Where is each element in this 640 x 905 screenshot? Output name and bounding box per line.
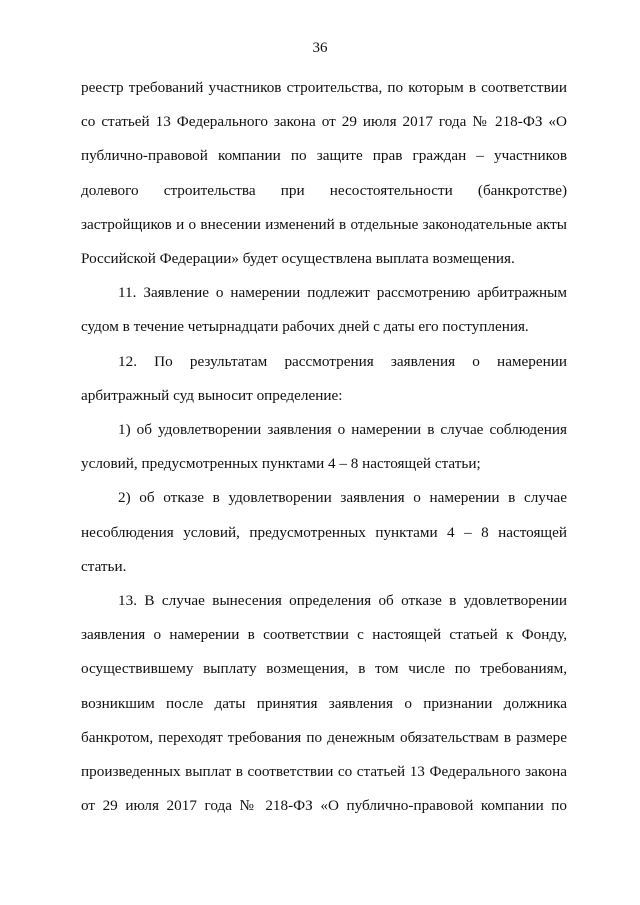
paragraph-item-13: 13. В случае вынесения определения об отказе в удовлетворении заявления о намерении в соответствии с настоящей статьей к Фонду, осуществившему выплату возмещения, в том числе по требованиям, возникшим после даты принятия заявления о признании должника банкротом, переходят требования по денежным обязательствам в размере произведенных выплат в соответствии со статьей 13 Федерального закона от 29 июля 2017 года № 218-ФЗ «О публично-правовой компании по xyxy=(81,592,567,815)
document-body xyxy=(81,71,567,823)
page-number: 36 xyxy=(312,40,328,56)
paragraph-subitem-1: 1) об удовлетворении заявления о намерении в случае соблюдения условий, предусмотренных пунктами 4 – 8 настоящей статьи; xyxy=(81,421,567,473)
paragraph-item-12: 12. По результатам рассмотрения заявления о намерении арбитражный суд выносит определение: xyxy=(81,352,567,404)
paragraph-item-11: 11. Заявление о намерении подлежит рассмотрению арбитражным судом в течение четырнадцати рабочих дней с даты его поступления. xyxy=(81,284,567,336)
paragraph-continuation: реестр требований участников строительства, по которым в соответствии со статьей 13 Федерального закона от 29 июля 2017 года № 218-ФЗ «О публично-правовой компании по защите прав граждан – участников долевого строительства при несостоятельности (банкротстве) застройщиков и о внесении изменений в отдельные законодательные акты Российской Федерации» будет осуществлена выплата возмещения. xyxy=(81,79,567,268)
paragraph-subitem-2: 2) об отказе в удовлетворении заявления о намерении в случае несоблюдения условий, предусмотренных пунктами 4 – 8 настоящей статьи. xyxy=(81,489,567,575)
